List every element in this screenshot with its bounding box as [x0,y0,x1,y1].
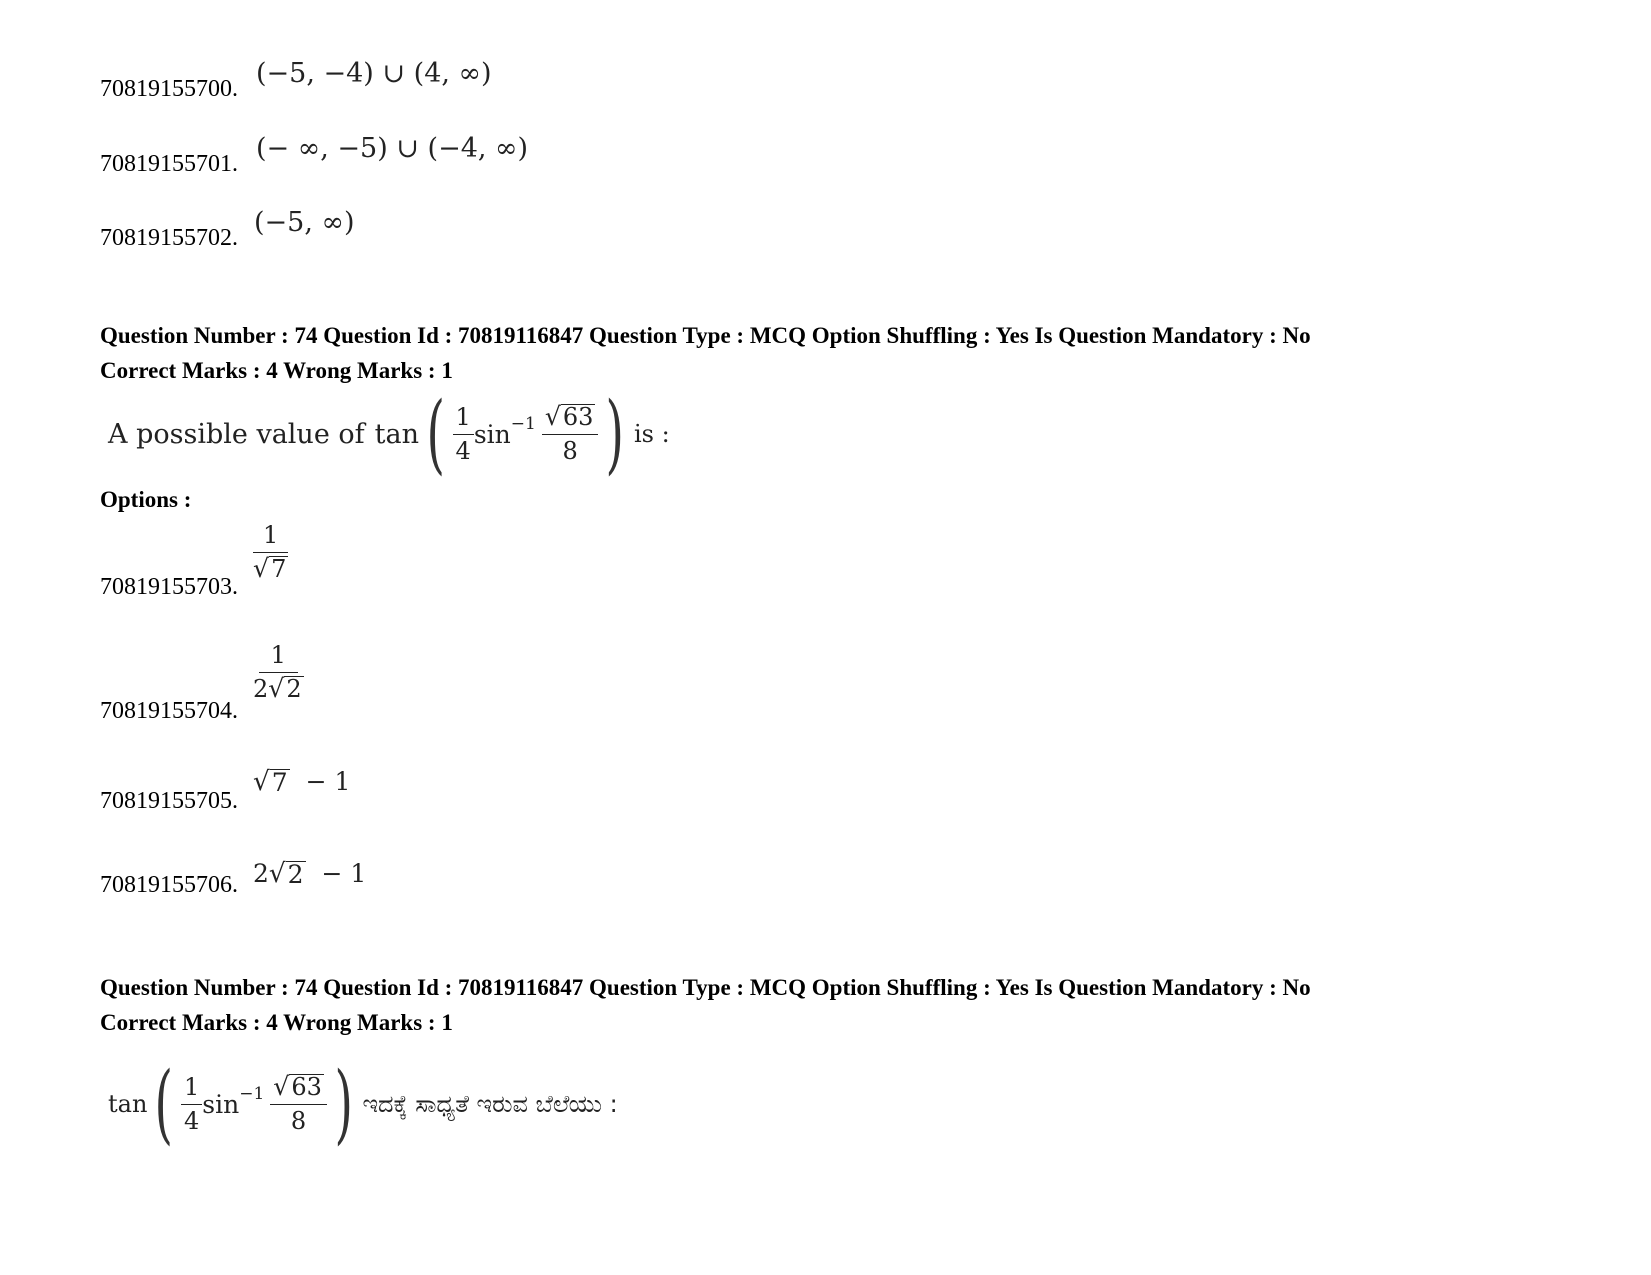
interval: (4, ∞) [413,58,492,89]
fraction-numerator: 1 [453,404,474,434]
option-id: 70819155705. [100,788,238,814]
expression-tail: − 1 [305,767,351,796]
fraction [250,522,291,583]
option-id: 70819155702. [100,225,238,251]
square-root [545,404,596,430]
fraction [250,642,307,703]
option-id: 70819155701. [100,151,238,177]
inverse-exponent: −1 [239,1084,265,1104]
right-paren: ) [605,384,625,484]
coefficient: 2 [253,859,269,888]
option-row [100,133,529,177]
option-math [250,522,291,583]
interval: (−4, ∞) [427,133,529,164]
option-math [256,133,528,164]
fraction-numerator: 1 [259,642,298,673]
radical-sign: √ [268,859,286,889]
option-row [100,698,238,725]
interval: (− ∞, −5) [256,133,388,164]
fraction-numerator: 1 [181,1074,202,1104]
radicand: 7 [271,768,288,797]
radicand: 2 [287,860,304,889]
option-math [250,642,307,703]
union-symbol: ∪ [396,133,419,164]
sin-function: sin [202,1089,240,1119]
marks-meta: Correct Marks : 4 Wrong Marks : 1 [100,1010,453,1035]
option-id: 70819155700. [100,76,238,102]
radicand: 63 [291,1073,322,1102]
question-suffix: is : [634,420,670,448]
option-row [100,788,238,815]
fraction-denominator [250,673,307,702]
fraction-numerator: 1 [253,522,288,553]
fraction-numerator [542,404,599,434]
interval: (−5, −4) [256,58,374,89]
square-root [269,861,306,888]
fraction [270,1074,327,1134]
expression-tail: − 1 [321,859,367,888]
interval: (−5, ∞) [254,207,355,238]
option-math [253,859,366,888]
fraction-denominator: 8 [290,1106,307,1135]
option-row [100,872,238,899]
fraction-denominator [250,553,291,582]
option-id: 70819155706. [100,872,238,898]
option-row [100,207,355,251]
marks-meta: Correct Marks : 4 Wrong Marks : 1 [100,358,453,383]
question-prefix: A possible value of [108,418,365,450]
right-paren: ) [334,1054,353,1154]
square-root [268,676,303,702]
option-math [253,767,350,796]
option-row [100,58,492,102]
question-text [108,1054,618,1154]
radical-sign: √ [544,402,561,432]
option-math [256,58,492,89]
radicand: 7 [271,555,287,584]
tan-function: tan [108,1090,148,1118]
options-label: Options : [100,487,192,512]
option-id: 70819155704. [100,698,238,724]
fraction [453,404,474,464]
inverse-exponent: −1 [510,414,536,434]
square-root [273,1074,324,1100]
option-math [254,207,355,238]
fraction-denominator: 4 [455,436,471,465]
question-suffix: ಇದಕ್ಕೆ ಸಾಧ್ಯತೆ ಇರುವ ಬೆಲೆಯು : [362,1090,618,1118]
fraction [542,404,599,464]
fraction-numerator [270,1074,327,1104]
radical-sign: √ [253,554,270,584]
question-text [108,384,670,484]
coefficient: 2 [253,675,269,704]
radical-sign: √ [253,767,270,797]
option-row [100,574,238,601]
square-root [253,769,290,796]
left-paren: ( [426,384,445,484]
fraction-denominator: 8 [562,436,578,465]
left-paren: ( [154,1054,174,1154]
question-meta: Question Number : 74 Question Id : 70819116847 Question Type : MCQ Option Shuffling : Yes Is Question Mandatory : No [100,975,1311,1000]
fraction-denominator: 4 [183,1106,200,1135]
radical-sign: √ [273,1072,290,1102]
tan-function: tan [374,418,419,450]
radicand: 63 [562,403,594,432]
square-root [253,556,288,582]
question-header [100,318,1311,388]
option-id: 70819155703. [100,574,238,600]
sin-function: sin [473,419,511,449]
question-header [100,970,1311,1040]
union-symbol: ∪ [382,58,406,89]
radicand: 2 [286,675,302,704]
fraction [181,1074,202,1134]
question-meta: Question Number : 74 Question Id : 70819116847 Question Type : MCQ Option Shuffling : Yes Is Question Mandatory : No [100,323,1311,348]
radical-sign: √ [268,674,285,704]
